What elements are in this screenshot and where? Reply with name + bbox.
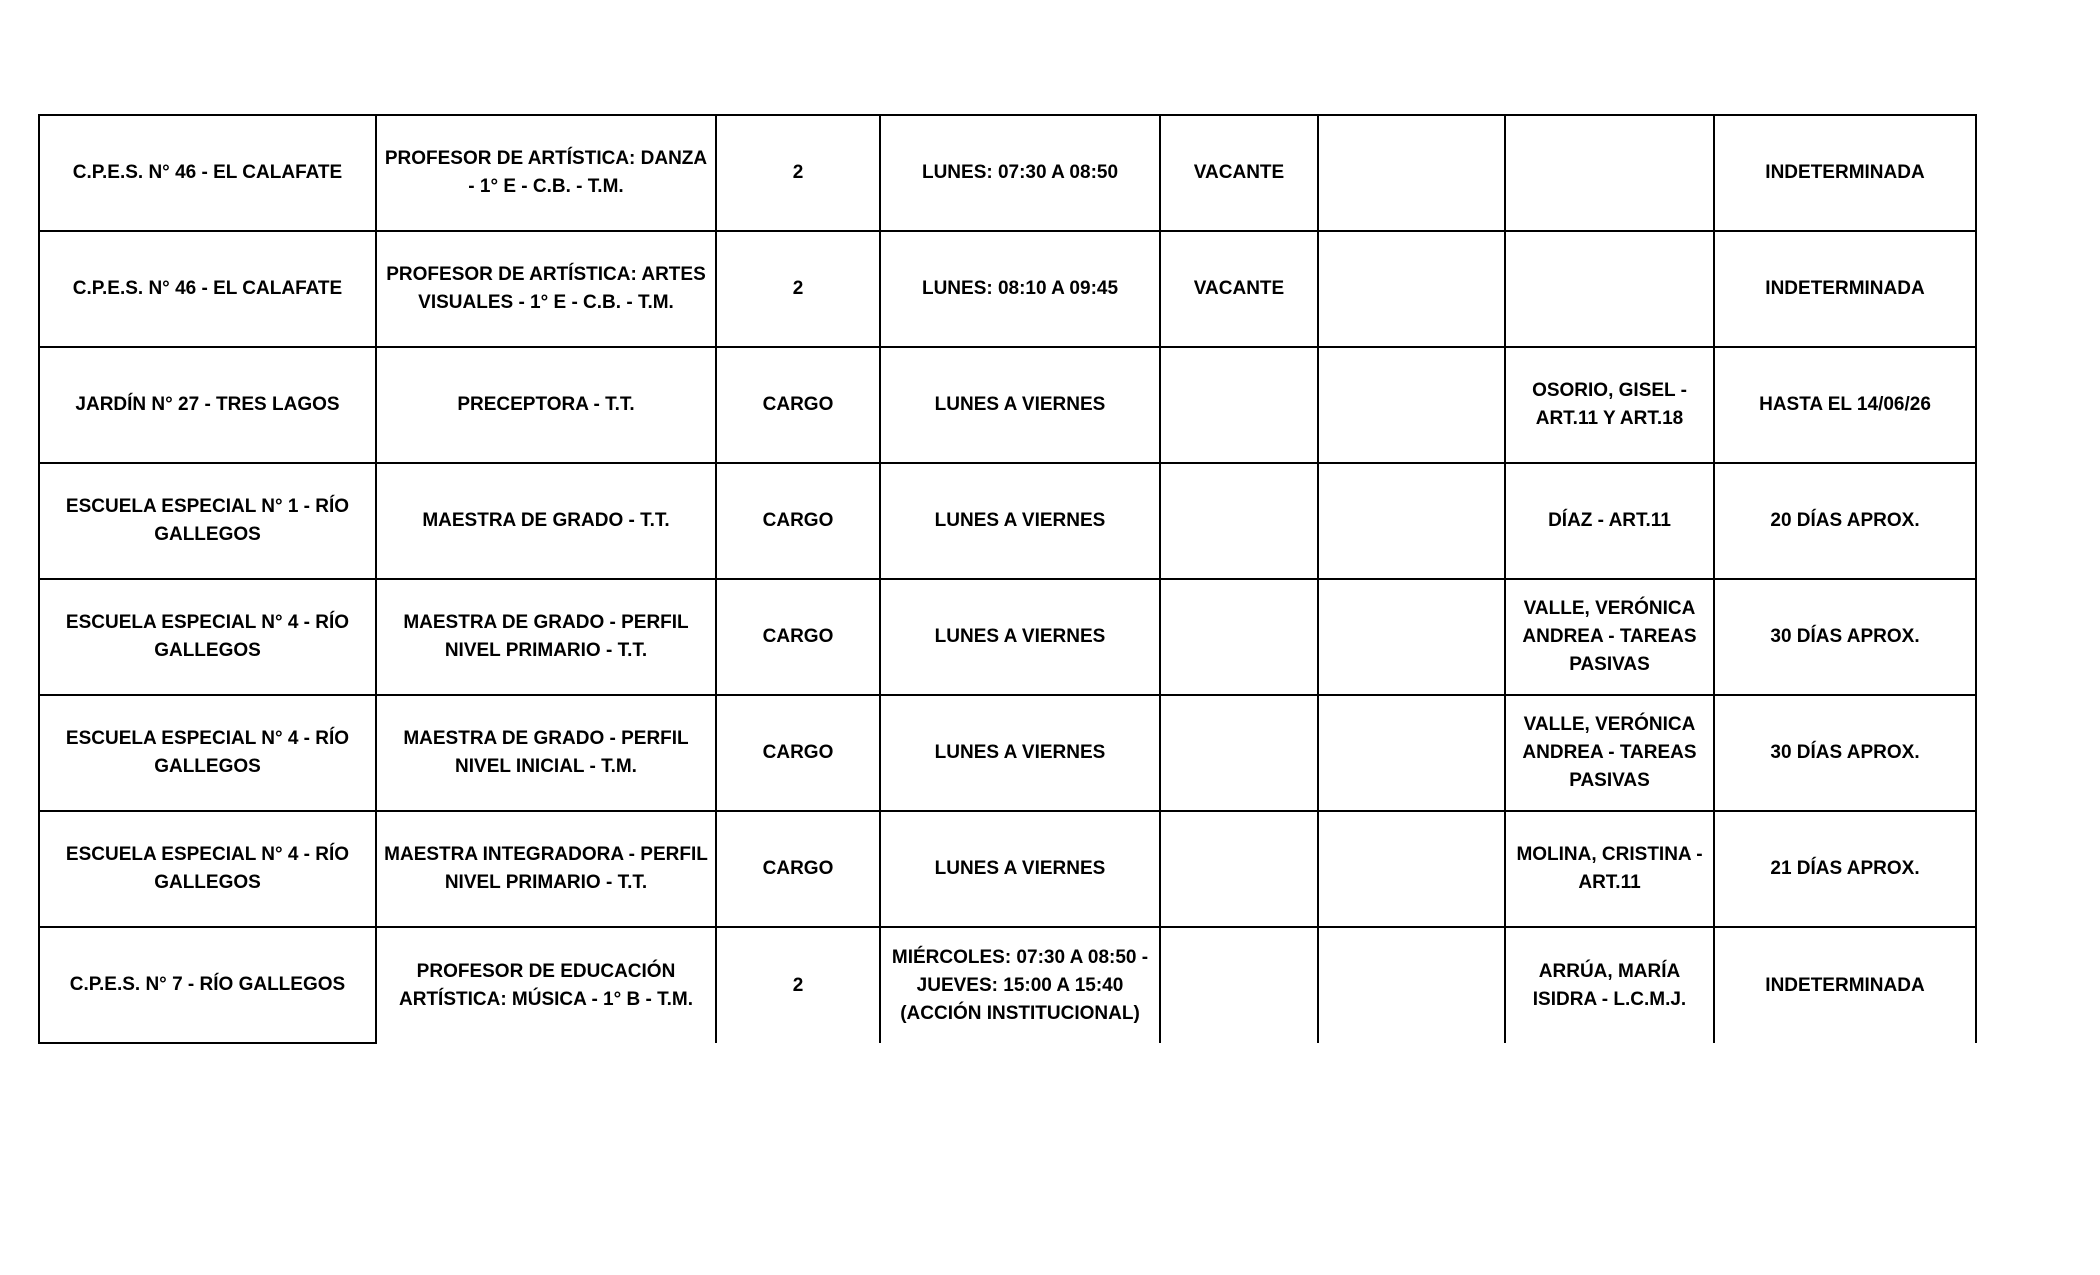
duration-cell: INDETERMINADA [1714,231,1976,347]
position-cell: MAESTRA DE GRADO - PERFIL NIVEL INICIAL - T.M. [376,695,716,811]
position-cell: MAESTRA INTEGRADORA - PERFIL NIVEL PRIMARIO - T.T. [376,811,716,927]
table-row [39,115,1976,231]
holder-cell: ARRÚA, MARÍA ISIDRA - L.C.M.J. [1505,927,1714,1043]
position-cell: PRECEPTORA - T.T. [376,347,716,463]
duration-cell: 30 DÍAS APROX. [1714,579,1976,695]
empty-cell [1318,927,1505,1043]
status-cell [1160,927,1318,1043]
empty-cell [1318,347,1505,463]
empty-cell [1318,115,1505,231]
status-cell: VACANTE [1160,115,1318,231]
schedule-cell: LUNES A VIERNES [880,811,1160,927]
holder-cell: VALLE, VERÓNICA ANDREA - TAREAS PASIVAS [1505,579,1714,695]
holder-cell: MOLINA, CRISTINA - ART.11 [1505,811,1714,927]
table-row [39,231,1976,347]
vacancies-table [38,114,1977,1044]
position-cell: PROFESOR DE ARTÍSTICA: ARTES VISUALES - 1° E - C.B. - T.M. [376,231,716,347]
duration-cell: INDETERMINADA [1714,927,1976,1043]
schedule-cell: LUNES A VIERNES [880,347,1160,463]
empty-cell [1318,695,1505,811]
empty-cell [1318,579,1505,695]
school-cell: ESCUELA ESPECIAL N° 4 - RÍO GALLEGOS [39,579,376,695]
hours-cell: CARGO [716,347,880,463]
holder-cell [1505,231,1714,347]
hours-cell: CARGO [716,579,880,695]
status-cell [1160,811,1318,927]
status-cell: VACANTE [1160,231,1318,347]
school-cell: C.P.E.S. N° 46 - EL CALAFATE [39,115,376,231]
hours-cell: 2 [716,115,880,231]
table-row [39,927,1976,1043]
position-cell: MAESTRA DE GRADO - PERFIL NIVEL PRIMARIO - T.T. [376,579,716,695]
position-cell: PROFESOR DE ARTÍSTICA: DANZA - 1° E - C.B. - T.M. [376,115,716,231]
hours-cell: 2 [716,231,880,347]
school-cell: ESCUELA ESPECIAL N° 4 - RÍO GALLEGOS [39,811,376,927]
duration-cell: HASTA EL 14/06/26 [1714,347,1976,463]
status-cell [1160,579,1318,695]
position-cell: PROFESOR DE EDUCACIÓN ARTÍSTICA: MÚSICA - 1° B - T.M. [376,927,716,1043]
school-cell: ESCUELA ESPECIAL N° 1 - RÍO GALLEGOS [39,463,376,579]
school-cell: C.P.E.S. N° 7 - RÍO GALLEGOS [39,927,376,1043]
schedule-cell: LUNES: 07:30 A 08:50 [880,115,1160,231]
table-row [39,347,1976,463]
table-row [39,695,1976,811]
status-cell [1160,463,1318,579]
table-row [39,811,1976,927]
empty-cell [1318,463,1505,579]
holder-cell: DÍAZ - ART.11 [1505,463,1714,579]
school-cell: C.P.E.S. N° 46 - EL CALAFATE [39,231,376,347]
duration-cell: 30 DÍAS APROX. [1714,695,1976,811]
school-cell: JARDÍN N° 27 - TRES LAGOS [39,347,376,463]
hours-cell: 2 [716,927,880,1043]
school-cell: ESCUELA ESPECIAL N° 4 - RÍO GALLEGOS [39,695,376,811]
schedule-cell: LUNES: 08:10 A 09:45 [880,231,1160,347]
duration-cell: INDETERMINADA [1714,115,1976,231]
table-row [39,463,1976,579]
holder-cell: OSORIO, GISEL - ART.11 Y ART.18 [1505,347,1714,463]
hours-cell: CARGO [716,463,880,579]
status-cell [1160,695,1318,811]
hours-cell: CARGO [716,695,880,811]
duration-cell: 20 DÍAS APROX. [1714,463,1976,579]
table-row [39,579,1976,695]
empty-cell [1318,231,1505,347]
holder-cell: VALLE, VERÓNICA ANDREA - TAREAS PASIVAS [1505,695,1714,811]
status-cell [1160,347,1318,463]
schedule-cell: LUNES A VIERNES [880,579,1160,695]
schedule-cell: MIÉRCOLES: 07:30 A 08:50 - JUEVES: 15:00 A 15:40 (ACCIÓN INSTITUCIONAL) [880,927,1160,1043]
position-cell: MAESTRA DE GRADO - T.T. [376,463,716,579]
schedule-cell: LUNES A VIERNES [880,463,1160,579]
empty-cell [1318,811,1505,927]
holder-cell [1505,115,1714,231]
schedule-cell: LUNES A VIERNES [880,695,1160,811]
duration-cell: 21 DÍAS APROX. [1714,811,1976,927]
hours-cell: CARGO [716,811,880,927]
